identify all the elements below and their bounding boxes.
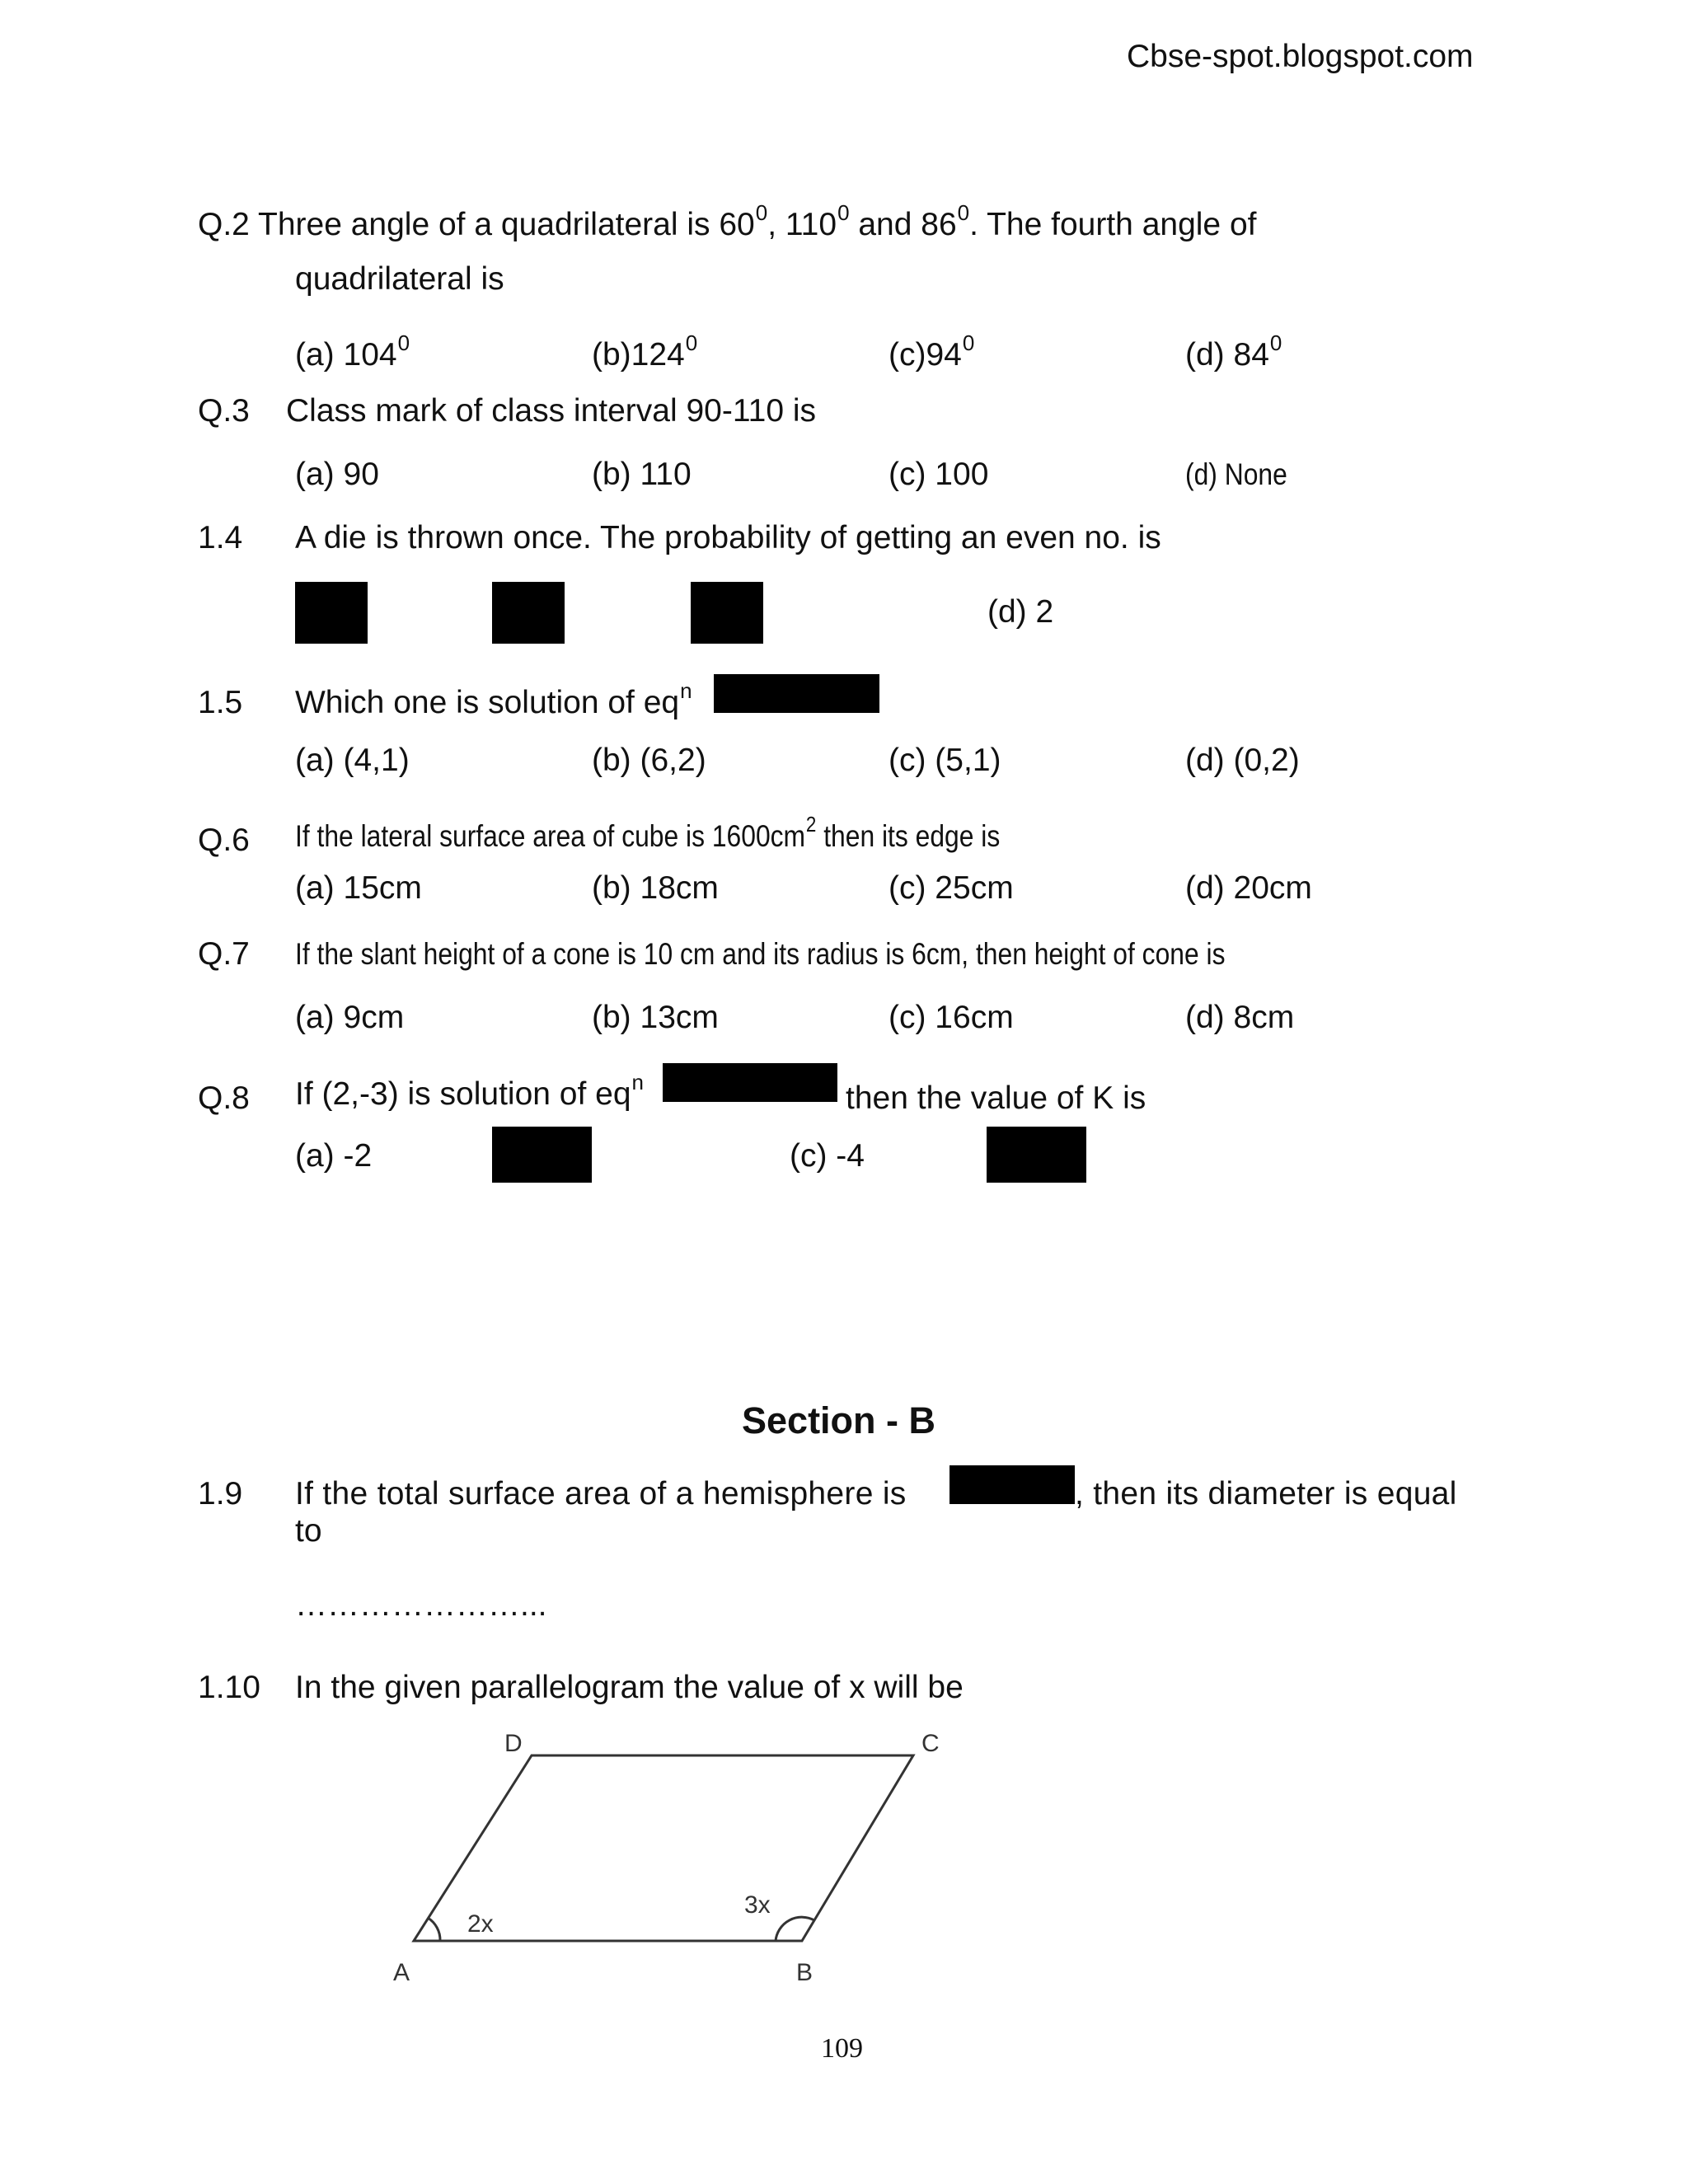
redaction-q8-equation	[663, 1063, 837, 1102]
angle-label-b: 3x	[744, 1891, 771, 1919]
redaction-q4-option-a	[295, 582, 368, 644]
q8-stem: If (2,-3) is solution of $eq^n$	[295, 1070, 644, 1112]
q7-stem: If the slant height of a cone is 10 cm and its radius is 6cm, then height of cone is	[295, 937, 1226, 971]
q2-option-a: (a) $104^0$	[295, 330, 410, 373]
q4-stem: A die is thrown once. The probability of getting an even no. is	[295, 520, 1161, 555]
q2-text-part4: . The fourth angle of	[969, 207, 1257, 242]
q6-option-a: (a) 15cm	[295, 870, 422, 906]
vertex-label-a: A	[393, 1959, 410, 1986]
q8-option-a: (a) -2	[295, 1138, 373, 1174]
q2-option-c: $(c)94^0$	[889, 330, 975, 373]
q2-stem-line2: quadrilateral is	[295, 261, 504, 297]
q5-stem: Which one is solution of $eq^n$	[295, 678, 692, 720]
q10-label: 1.10	[198, 1670, 260, 1705]
q9-stem-after: , then its diameter is equal	[1075, 1476, 1457, 1511]
vertex-label-c: C	[921, 1730, 940, 1757]
q3-label: Q.3	[198, 393, 250, 429]
q9-stem-line2: to	[295, 1513, 322, 1549]
q7-option-d: (d) 8cm	[1185, 1000, 1295, 1035]
q5-option-c: (c) (5,1)	[889, 743, 1001, 778]
q2-sup1: 0	[755, 200, 768, 225]
q7-option-b: (b) 13cm	[592, 1000, 719, 1035]
q2-option-b: $(b)124^0$	[592, 330, 698, 373]
q2-stem	[198, 200, 1257, 246]
redaction-q9-area	[950, 1465, 1075, 1504]
q7-option-c: (c) 16cm	[889, 1000, 1014, 1035]
redaction-q4-option-c	[691, 582, 763, 644]
vertex-label-b: B	[796, 1959, 814, 1986]
q2-sup2: 0	[837, 200, 850, 225]
q2-text-part2: , 110	[767, 207, 837, 242]
q3-option-c: (c) 100	[889, 457, 989, 492]
q10-stem: In the given parallelogram the value of x will be	[295, 1670, 964, 1705]
q5-option-d: (d) (0,2)	[1185, 743, 1300, 778]
site-header: Cbse-spot.blogspot.com	[1127, 39, 1474, 74]
q7-option-a: (a) 9cm	[295, 1000, 405, 1035]
parallelogram-shape	[414, 1755, 913, 1941]
vertex-label-d: D	[504, 1730, 523, 1757]
q2-sup3: 0	[957, 200, 970, 225]
redaction-q4-option-b	[492, 582, 565, 644]
redaction-q8-option-d	[987, 1127, 1086, 1183]
angle-label-a: 2x	[467, 1910, 494, 1938]
redaction-q8-option-b	[492, 1127, 592, 1183]
q8-stem-after: then the value of K is	[846, 1080, 1146, 1116]
q9-answer-blank: …………………...	[295, 1587, 547, 1623]
q3-option-a: (a) 90	[295, 457, 379, 492]
q4-option-d: (d) 2	[987, 594, 1054, 630]
angle-arc-a	[428, 1918, 440, 1941]
q6-option-b: (b) 18cm	[592, 870, 719, 906]
redaction-q5-equation	[714, 674, 879, 713]
q8-option-c: (c) -4	[790, 1138, 865, 1174]
q6-stem: If the lateral surface area of cube is $1600cm^2$ then its edge is	[295, 812, 1001, 853]
page-number: 109	[821, 2033, 863, 2064]
angle-arc-b	[776, 1917, 814, 1941]
q3-option-d: (d) None	[1185, 457, 1287, 491]
q2-text-part3: and 86	[849, 207, 957, 242]
q2-option-d: (d) $84^0$	[1185, 330, 1282, 373]
q3-stem: Class mark of class interval 90-110 is	[286, 393, 817, 429]
q5-option-a: (a) (4,1)	[295, 743, 410, 778]
q7-label: Q.7	[198, 936, 250, 972]
q2-label: Q.2	[198, 207, 250, 242]
q9-label: 1.9	[198, 1476, 243, 1511]
q9-stem: If the total surface area of a hemisphere is	[295, 1476, 907, 1511]
q5-option-b: (b) (6,2)	[592, 743, 706, 778]
q4-label: 1.4	[198, 520, 243, 555]
q6-label: Q.6	[198, 823, 250, 858]
section-b-heading: Section - B	[742, 1399, 936, 1441]
q2-text-part1: Three angle of a quadrilateral is 60	[258, 207, 755, 242]
q3-option-b: (b) 110	[592, 457, 692, 492]
q6-option-d: (d) 20cm	[1185, 870, 1312, 906]
q8-label: Q.8	[198, 1080, 250, 1116]
q6-option-c: (c) 25cm	[889, 870, 1014, 906]
q5-label: 1.5	[198, 685, 243, 720]
